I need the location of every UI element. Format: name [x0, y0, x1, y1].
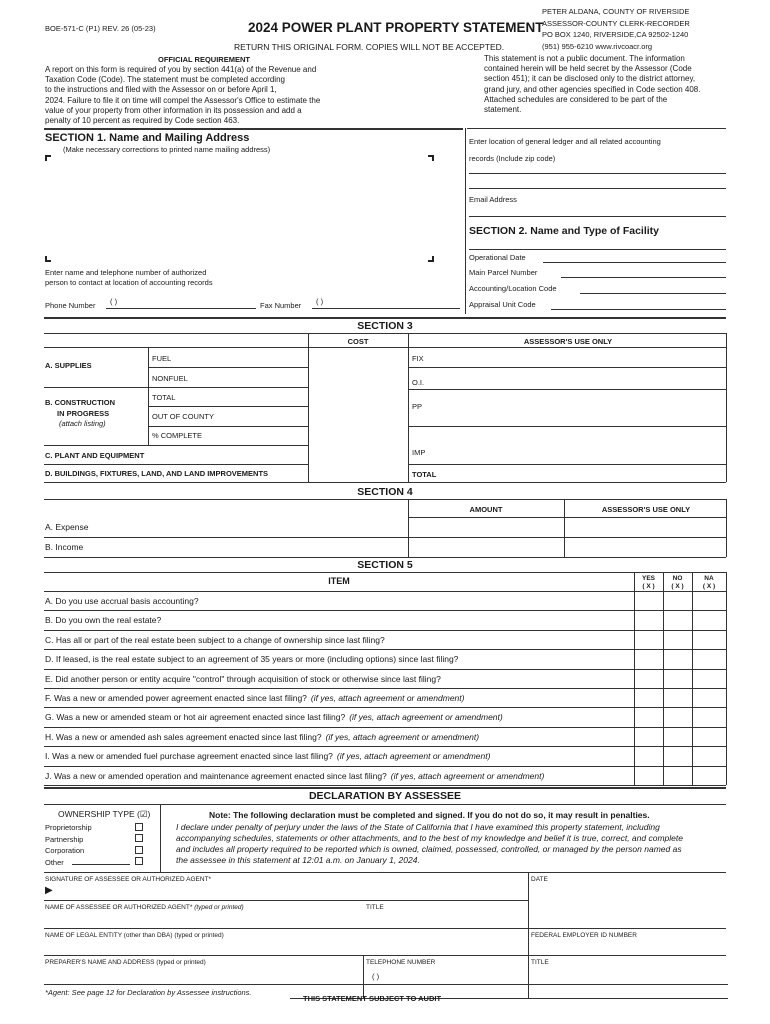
- supplies-label: A. SUPPLIES: [45, 361, 92, 370]
- signature-field[interactable]: [58, 884, 526, 898]
- row-divider: [44, 649, 726, 650]
- answer-na-cell[interactable]: [693, 708, 725, 725]
- question-note: (if yes, attach agreement or amendment): [336, 751, 491, 762]
- agent-footnote: *Agent: See page 12 for Declaration by Assessee instructions.: [45, 988, 252, 997]
- declaration-text: I declare under penalty of perjury under the laws of the State of California that I have examined this property statement, including accompanying schedules, statements or other attachments, and to the best of my knowledge and belief it is true, correct, and complete and includes all property required to be reported which is owned, claimed, possessed, controlled, or managed by the person named as the assessee in this statement at 12:01 a.m. on January 1, 2024.: [176, 822, 683, 865]
- question-row: [45, 615, 633, 625]
- question-text: H. Was a new or amended ash sales agreement enacted since last filing?: [45, 731, 322, 742]
- answer-yes-cell[interactable]: [635, 631, 662, 648]
- yes-header: YES ( X ): [641, 575, 655, 590]
- fix-label: FIX: [412, 354, 424, 363]
- answer-no-cell[interactable]: [664, 611, 691, 628]
- fax-input[interactable]: [312, 299, 460, 309]
- corporation-checkbox[interactable]: [135, 846, 143, 854]
- nonfuel-cost-input[interactable]: [310, 369, 406, 386]
- row-divider: [44, 746, 726, 747]
- preparer-label: PREPARER'S NAME AND ADDRESS (typed or printed): [45, 959, 206, 966]
- question-row: [45, 712, 633, 722]
- amount-header: AMOUNT: [469, 505, 503, 514]
- federal-id-label: FEDERAL EMPLOYER ID NUMBER: [531, 932, 637, 939]
- date-label: DATE: [531, 876, 548, 883]
- row-divider: [44, 610, 726, 611]
- accounting-code-label: Accounting/Location Code: [469, 284, 557, 293]
- fax-label: Fax Number: [260, 301, 302, 310]
- title-label: TITLE: [366, 904, 384, 911]
- proprietorship-checkbox[interactable]: [135, 823, 143, 831]
- answer-no-cell[interactable]: [664, 767, 691, 784]
- row-divider: [44, 727, 726, 728]
- question-note: (if yes, attach agreement or amendment): [349, 712, 503, 723]
- other-checkbox[interactable]: [135, 857, 143, 865]
- address-corner-mark: [428, 256, 434, 262]
- question-row: [45, 654, 633, 664]
- answer-no-cell[interactable]: [664, 592, 691, 609]
- question-text: I. Was a new or amended fuel purchase agreement enacted since last filing?: [45, 751, 333, 762]
- accounting-code-input[interactable]: [580, 284, 726, 294]
- imp-label: IMP: [412, 448, 426, 457]
- question-text: G. Was a new or amended steam or hot air agreement enacted since last filing?: [45, 712, 346, 723]
- answer-na-cell[interactable]: [693, 592, 725, 609]
- agent-name-field[interactable]: [45, 913, 363, 927]
- answer-na-cell[interactable]: [693, 631, 725, 648]
- question-text: B. Do you own the real estate?: [45, 615, 162, 626]
- form-title: 2024 POWER PLANT PROPERTY STATEMENT: [248, 20, 544, 35]
- plant-cost-input[interactable]: [310, 447, 406, 463]
- contact-instructions: Enter name and telephone number of authorized person to contact at location of accounting records: [45, 268, 213, 287]
- buildings-label: D. BUILDINGS, FIXTURES, LAND, AND LAND IMPROVEMENTS: [45, 469, 269, 478]
- nonfuel-label: NONFUEL: [152, 374, 188, 383]
- divider: [44, 317, 726, 319]
- question-row: [45, 771, 633, 781]
- operational-date-input[interactable]: [543, 253, 726, 263]
- title2-field[interactable]: [531, 968, 726, 984]
- answer-yes-cell[interactable]: [635, 592, 662, 609]
- section1-title: SECTION 1. Name and Mailing Address: [45, 132, 250, 144]
- email-input[interactable]: [469, 207, 726, 217]
- official-requirement-text: A report on this form is required of you by section 441(a) of the Revenue and Taxation Code (Code). The statement must be completed according to the instructions and filed with the Assessor on or before April 1, 2024. Failure to file it on time will compel the Assessor's Office to estimate the value of your property from other information in its possession and add a penalty of 10 percent as required by Code section 463.: [45, 65, 321, 126]
- question-text: C. Has all or part of the real estate been subject to a change of ownership since last filing?: [45, 634, 385, 645]
- date-field[interactable]: [531, 886, 726, 898]
- answer-no-cell[interactable]: [664, 670, 691, 687]
- question-row: [45, 693, 633, 703]
- address-corner-mark: [45, 256, 51, 262]
- no-header: NO ( X ): [671, 575, 684, 590]
- answer-na-cell[interactable]: [693, 650, 725, 667]
- question-row: [45, 751, 633, 761]
- partnership-checkbox[interactable]: [135, 834, 143, 842]
- answer-na-cell[interactable]: [693, 747, 725, 764]
- appraisal-code-input[interactable]: [551, 300, 726, 310]
- declaration-title: DECLARATION BY ASSESSEE: [308, 790, 462, 802]
- answer-yes-cell[interactable]: [635, 728, 662, 745]
- out-of-county-label: OUT OF COUNTY: [152, 412, 214, 421]
- address-corner-mark: [45, 155, 51, 161]
- address-corner-mark: [428, 155, 434, 161]
- ownership-type-heading: OWNERSHIP TYPE (☑): [58, 809, 151, 819]
- out-of-county-input[interactable]: [310, 408, 406, 425]
- answer-yes-cell[interactable]: [635, 689, 662, 706]
- signature-arrow-icon: ▶: [45, 885, 53, 896]
- preparer-field[interactable]: [45, 968, 361, 984]
- divider: [44, 128, 463, 130]
- question-text: D. If leased, is the real estate subject to an agreement of 35 years or more (including options) since last filing?: [45, 654, 459, 665]
- email-label: Email Address: [469, 195, 517, 204]
- declaration-note: Note: The following declaration must be completed and signed. If you do not do so, it may result in penalties.: [209, 810, 650, 820]
- answer-yes-cell[interactable]: [635, 767, 662, 784]
- pp-label: PP: [412, 402, 423, 411]
- facility-name-input[interactable]: [469, 240, 726, 250]
- total-right-label: TOTAL: [412, 470, 437, 479]
- question-note: (if yes, attach agreement or amendment): [325, 731, 480, 742]
- income-amount-input[interactable]: [410, 539, 562, 556]
- phone-label: Phone Number: [45, 301, 96, 310]
- answer-na-cell[interactable]: [693, 728, 725, 745]
- question-row: [45, 732, 633, 742]
- section4-title: SECTION 4: [357, 486, 413, 498]
- legal-entity-label: NAME OF LEGAL ENTITY (other than DBA) (typed or printed): [45, 932, 224, 939]
- question-text: J. Was a new or amended operation and maintenance agreement enacted since last filing?: [45, 770, 387, 781]
- item-header: ITEM: [328, 576, 350, 586]
- question-note: (if yes, attach agreement or amendment): [390, 770, 545, 781]
- answer-no-cell[interactable]: [664, 708, 691, 725]
- telephone-label: TELEPHONE NUMBER: [366, 959, 436, 966]
- assessor-use-header: ASSESSOR'S USE ONLY: [523, 337, 613, 346]
- row-divider: [44, 707, 726, 708]
- pct-complete-label: % COMPLETE: [152, 431, 203, 440]
- construction-label: B. CONSTRUCTION IN PROGRESS (attach listing): [45, 398, 115, 428]
- question-text: F. Was a new or amended power agreement enacted since last filing?: [45, 693, 307, 703]
- row-divider: [44, 688, 726, 689]
- telephone-field[interactable]: [366, 968, 526, 984]
- assessor-address: PETER ALDANA, COUNTY OF RIVERSIDE ASSESSOR-COUNTY CLERK-RECORDER PO BOX 1240, RIVERSIDE,CA 92502-1240 (951) 955-6210 www.rivcoacr.org: [542, 7, 690, 51]
- fuel-label: FUEL: [152, 354, 172, 363]
- mailing-address-field[interactable]: [52, 160, 424, 254]
- answer-no-cell[interactable]: [664, 689, 691, 706]
- answer-yes-cell[interactable]: [635, 708, 662, 725]
- divider: [44, 347, 726, 348]
- answer-no-cell[interactable]: [664, 650, 691, 667]
- fuel-cost-input[interactable]: [310, 349, 406, 366]
- telephone-paren: ( ): [372, 972, 380, 981]
- question-row: [45, 635, 633, 645]
- main-parcel-input[interactable]: [561, 268, 726, 278]
- agent-name-label: NAME OF ASSESSEE OR AUTHORIZED AGENT* (typed or printed): [45, 904, 244, 911]
- row-divider: [44, 785, 726, 786]
- section5-title: SECTION 5: [357, 559, 413, 571]
- buildings-cost-input[interactable]: [310, 466, 406, 481]
- agent-title-field[interactable]: [366, 913, 526, 927]
- plant-label: C. PLANT AND EQUIPMENT: [45, 451, 145, 460]
- cost-header: COST: [347, 337, 369, 346]
- legal-entity-field[interactable]: [45, 941, 525, 954]
- section3-title: SECTION 3: [357, 320, 413, 332]
- answer-na-cell[interactable]: [693, 689, 725, 706]
- section2-title: SECTION 2. Name and Type of Facility: [469, 225, 660, 237]
- question-text: A. Do you use accrual basis accounting?: [45, 596, 199, 606]
- answer-yes-cell[interactable]: [635, 650, 662, 667]
- answer-yes-cell[interactable]: [635, 747, 662, 764]
- question-note: (if yes, attach agreement or amendment): [310, 693, 465, 703]
- pct-complete-input[interactable]: [310, 428, 406, 444]
- phone-paren: ( ): [110, 297, 118, 306]
- divider: [467, 128, 726, 129]
- assessor-use-header-4: ASSESSOR'S USE ONLY: [601, 505, 691, 514]
- official-requirement-heading: OFFICIAL REQUIREMENT: [158, 55, 250, 64]
- ownership-options: Proprietorship Partnership Corporation Other: [45, 823, 92, 867]
- expense-amount-input[interactable]: [410, 519, 562, 536]
- appraisal-code-label: Appraisal Unit Code: [469, 300, 536, 309]
- expense-label: A. Expense: [45, 522, 89, 532]
- title2-label: TITLE: [531, 959, 549, 966]
- signature-label: SIGNATURE OF ASSESSEE OR AUTHORIZED AGENT*: [45, 876, 212, 883]
- question-text: E. Did another person or entity acquire "control" through acquisition of stock or otherwise since last filing?: [45, 673, 441, 684]
- question-row: [45, 674, 633, 684]
- question-row: [45, 596, 633, 606]
- ledger-instructions: Enter location of general ledger and all related accounting records (Include zip code): [469, 137, 661, 163]
- divider: [44, 333, 726, 334]
- answer-no-cell[interactable]: [664, 728, 691, 745]
- fax-paren: ( ): [316, 297, 324, 306]
- ledger-location-input[interactable]: [469, 179, 726, 189]
- confidentiality-text: This statement is not a public document. The information contained herein will be held secret by the Assessor (Code section 451); it can be disclosed only to the district attorney, grand jury, and other agencies specified in Code section 408. Attached schedules are considered to be part of the statement.: [484, 54, 701, 115]
- form-id: BOE-571-C (P1) REV. 26 (05-23): [45, 24, 156, 33]
- main-parcel-label: Main Parcel Number: [469, 268, 538, 277]
- audit-note: THIS STATEMENT SUBJECT TO AUDIT: [303, 994, 442, 1003]
- divider: [465, 128, 466, 314]
- answer-no-cell[interactable]: [664, 747, 691, 764]
- row-divider: [44, 766, 726, 767]
- total-label: TOTAL: [152, 393, 176, 402]
- answer-yes-cell[interactable]: [635, 611, 662, 628]
- income-label: B. Income: [45, 542, 84, 552]
- federal-id-field[interactable]: [531, 941, 726, 954]
- operational-date-label: Operational Date: [469, 253, 526, 262]
- oi-label: O.I.: [412, 378, 425, 387]
- answer-yes-cell[interactable]: [635, 670, 662, 687]
- answer-na-cell[interactable]: [693, 611, 725, 628]
- answer-na-cell[interactable]: [693, 767, 725, 784]
- na-header: NA ( X ): [702, 575, 716, 590]
- section1-subtitle: (Make necessary corrections to printed name mailing address): [63, 145, 271, 154]
- answer-na-cell[interactable]: [693, 670, 725, 687]
- phone-input[interactable]: [106, 299, 256, 309]
- row-divider: [44, 669, 726, 670]
- other-ownership-input[interactable]: [72, 856, 130, 865]
- row-divider: [44, 630, 726, 631]
- return-note: RETURN THIS ORIGINAL FORM. COPIES WILL NOT BE ACCEPTED.: [234, 42, 505, 52]
- answer-no-cell[interactable]: [664, 631, 691, 648]
- ledger-location-input[interactable]: [469, 164, 726, 174]
- construction-total-input[interactable]: [310, 389, 406, 405]
